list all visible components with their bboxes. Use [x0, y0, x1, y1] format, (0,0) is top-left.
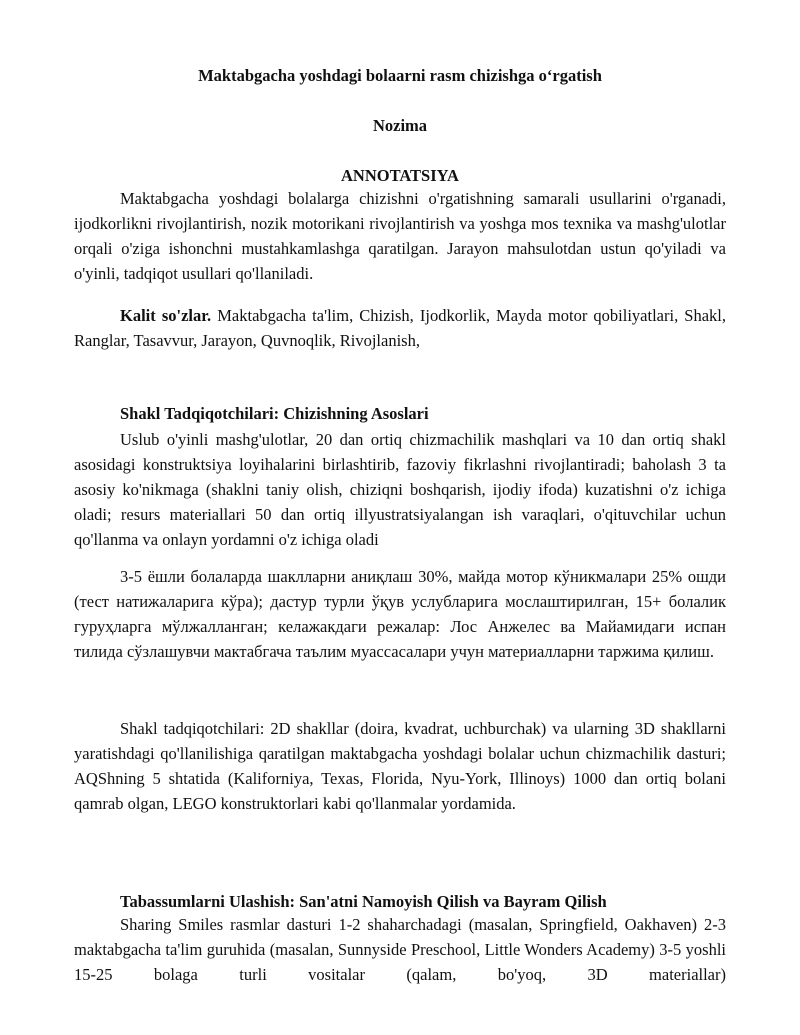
annotation-paragraph [74, 186, 726, 286]
section-heading-sharing-smiles: Tabassumlarni Ulashish: San'atni Namoyish Qilish va Bayram Qilish [120, 892, 607, 911]
section1-text-1: Uslub o'yinli mashg'ulotlar, 20 dan ortiq chizmachilik mashqlari va 10 dan ortiq shakl asosidagi konstruktsiya loyihalarini birlashtirib, fazoviy fikrlashni rivojlantiradi; baholash 3 ta asosiy ko'nikmaga (shaklni taniy olish, chiziqni boshqarish, ijodiy ifoda) kuzatishni o'z ichiga oladi; resurs materiallari 50 dan ortiq illyustratsiyalangan ish varaqlari, o'qituvchilar uchun qo'llanma va onlayn yordamni o'z ichiga oladi [74, 430, 726, 549]
section1-text-3: Shakl tadqiqotchilari: 2D shakllar (doira, kvadrat, uchburchak) va ularning 3D shakllarni yaratishdagi qo'llanilishiga qaratilgan maktabgacha yoshdagi bolalar uchun chizmachilik dasturi; AQShning 5 shtatida (Kaliforniya, Texas, Florida, Nyu-York, Illinoys) 1000 dan ortiq bolani qamrab olgan, LEGO konstruktorlari kabi qo'llanmalar yordamida. [74, 719, 726, 813]
author-name: Nozima [372, 116, 428, 135]
section1-paragraph-1 [74, 427, 726, 552]
document-title: Maktabgacha yoshdagi bolaarni rasm chizishga o‘rgatish [198, 66, 602, 85]
section2-text-1: Sharing Smiles rasmlar dasturi 1-2 shaharchadagi (masalan, Springfield, Oakhaven) 2-3 maktabgacha ta'lim guruhida (masalan, Sunnyside Preschool, Little Wonders Academy) 3-5 yoshli 15-25 bolaga turli vositalar (qalam, bo'yoq, 3D materiallar) [74, 915, 726, 984]
keywords-text: Maktabgacha ta'lim, Chizish, Ijodkorlik, Mayda motor qobiliyatlari, Shakl, Ranglar, Tasavvur, Jarayon, Quvnoqlik, Rivojlanish, [74, 306, 726, 350]
keywords-label: Kalit so'zlar. [120, 306, 212, 325]
section1-paragraph-2 [74, 564, 726, 664]
annotation-text: Maktabgacha yoshdagi bolalarga chizishni o'rgatishning samarali usullarini o'rganadi, ijodkorlikni rivojlantirish, nozik motorikani rivojlantirish va yoshga mos texnika va mashg'ulotlar orqali o'ziga ishonchni mustahkamlashga qaratilgan. Jarayon mahsulotdan ustun qo'yiladi va o'yinli, tadqiqot usullari qo'llaniladi. [74, 189, 726, 283]
annotation-heading: ANNOTATSIYA [341, 166, 459, 185]
keywords-paragraph [74, 303, 726, 353]
section1-text-2: 3-5 ёшли болаларда шаклларни аниқлаш 30%, майда мотор кўникмалари 25% ошди (тест натижаларига кўра); дастур турли ўқув услубларига мослаштирилган, 15+ болалик гуруҳларга мўлжалланган; келажакдаги режалар: Лос Анжелес ва Майамидаги испан тилида сўзлашувчи мактабгача таълим муассасалари учун материалларни таржима қилиш. [74, 567, 726, 661]
section2-paragraph-1 [74, 912, 726, 987]
section-heading-shape-explorers: Shakl Tadqiqotchilari: Chizishning Asoslari [120, 404, 429, 423]
section1-paragraph-3 [74, 716, 726, 816]
